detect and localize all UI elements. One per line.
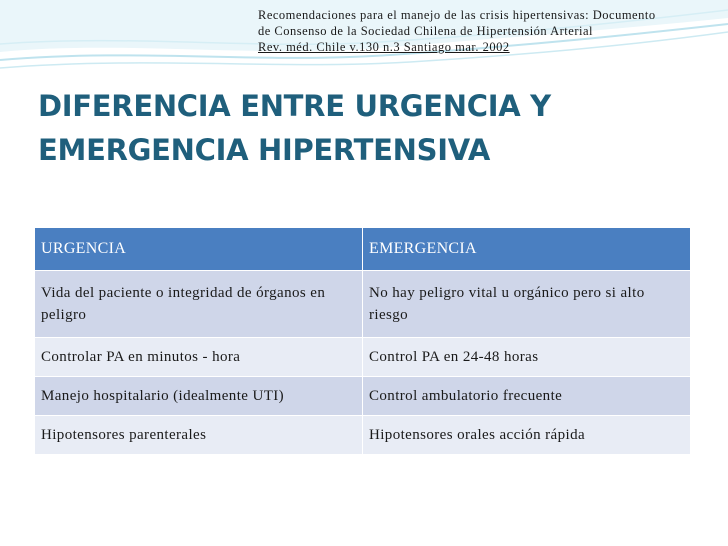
table-cell: Control ambulatorio frecuente [363, 377, 691, 416]
table-cell: Vida del paciente o integridad de órganos en peligro [35, 271, 363, 338]
table-row [35, 271, 691, 338]
citation-line-2: de Consenso de la Sociedad Chilena de Hipertensión Arterial [258, 24, 593, 38]
table-row [35, 416, 691, 455]
table-row [35, 377, 691, 416]
table-header-row [35, 228, 691, 271]
citation-line-1: Recomendaciones para el manejo de las crisis hipertensivas: Documento [258, 8, 656, 22]
slide-title [38, 84, 698, 172]
header-emergencia: EMERGENCIA [363, 228, 691, 271]
table-cell: Manejo hospitalario (idealmente UTI) [35, 377, 363, 416]
title-line-2: EMERGENCIA HIPERTENSIVA [38, 133, 491, 167]
table-row [35, 338, 691, 377]
title-line-1: DIFERENCIA ENTRE URGENCIA Y [38, 89, 551, 123]
citation-line-3: Rev. méd. Chile v.130 n.3 Santiago mar. 2002 [258, 40, 510, 54]
comparison-table [34, 227, 691, 455]
table-cell: No hay peligro vital u orgánico pero si alto riesgo [363, 271, 691, 338]
table-cell: Controlar PA en minutos - hora [35, 338, 363, 377]
table-cell: Hipotensores orales acción rápida [363, 416, 691, 455]
header-urgencia: URGENCIA [35, 228, 363, 271]
source-citation [258, 7, 698, 55]
table-cell: Control PA en 24-48 horas [363, 338, 691, 377]
table-cell: Hipotensores parenterales [35, 416, 363, 455]
